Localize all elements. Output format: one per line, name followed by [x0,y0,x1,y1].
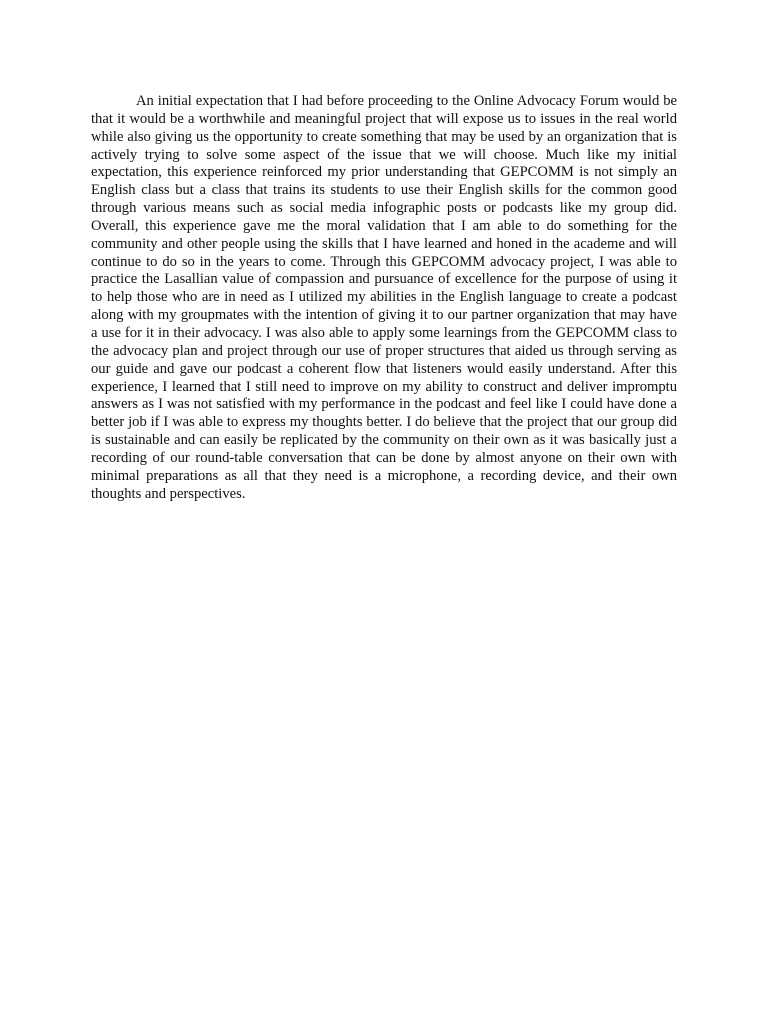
reflection-paragraph: An initial expectation that I had before proceeding to the Online Advocacy Forum would be that it would be a worthwhile and meaningful project that will expose us to issues in the real world while also giving us the opportunity to create something that may be used by an organization that is actively trying to solve some aspect of the issue that we will choose. Much like my initial expectation, this experience reinforced my prior understanding that GEPCOMM is not simply an English class but a class that trains its students to use their English skills for the common good through various means such as social media infographic posts or podcasts like my group did. Overall, this experience gave me the moral validation that I am able to do something for the community and other people using the skills that I have learned and honed in the academe and will continue to do so in the years to come. Through this GEPCOMM advocacy project, I was able to practice the Lasallian value of compassion and pursuance of excellence for the purpose of using it to help those who are in need as I utilized my abilities in the English language to create a podcast along with my groupmates with the intention of giving it to our partner organization that may have a use for it in their advocacy. I was also able to apply some learnings from the GEPCOMM class to the advocacy plan and project through our use of proper structures that aided us through serving as our guide and gave our podcast a coherent flow that listeners would easily understand. After this experience, I learned that I still need to improve on my ability to construct and deliver impromptu answers as I was not satisfied with my performance in the podcast and feel like I could have done a better job if I was able to express my thoughts better. I do believe that the project that our group did is sustainable and can easily be replicated by the community on their own as it was basically just a recording of our round-table conversation that can be done by almost anyone on their own with minimal preparations as all that they need is a microphone, a recording device, and their own thoughts and perspectives. [91,93,677,502]
